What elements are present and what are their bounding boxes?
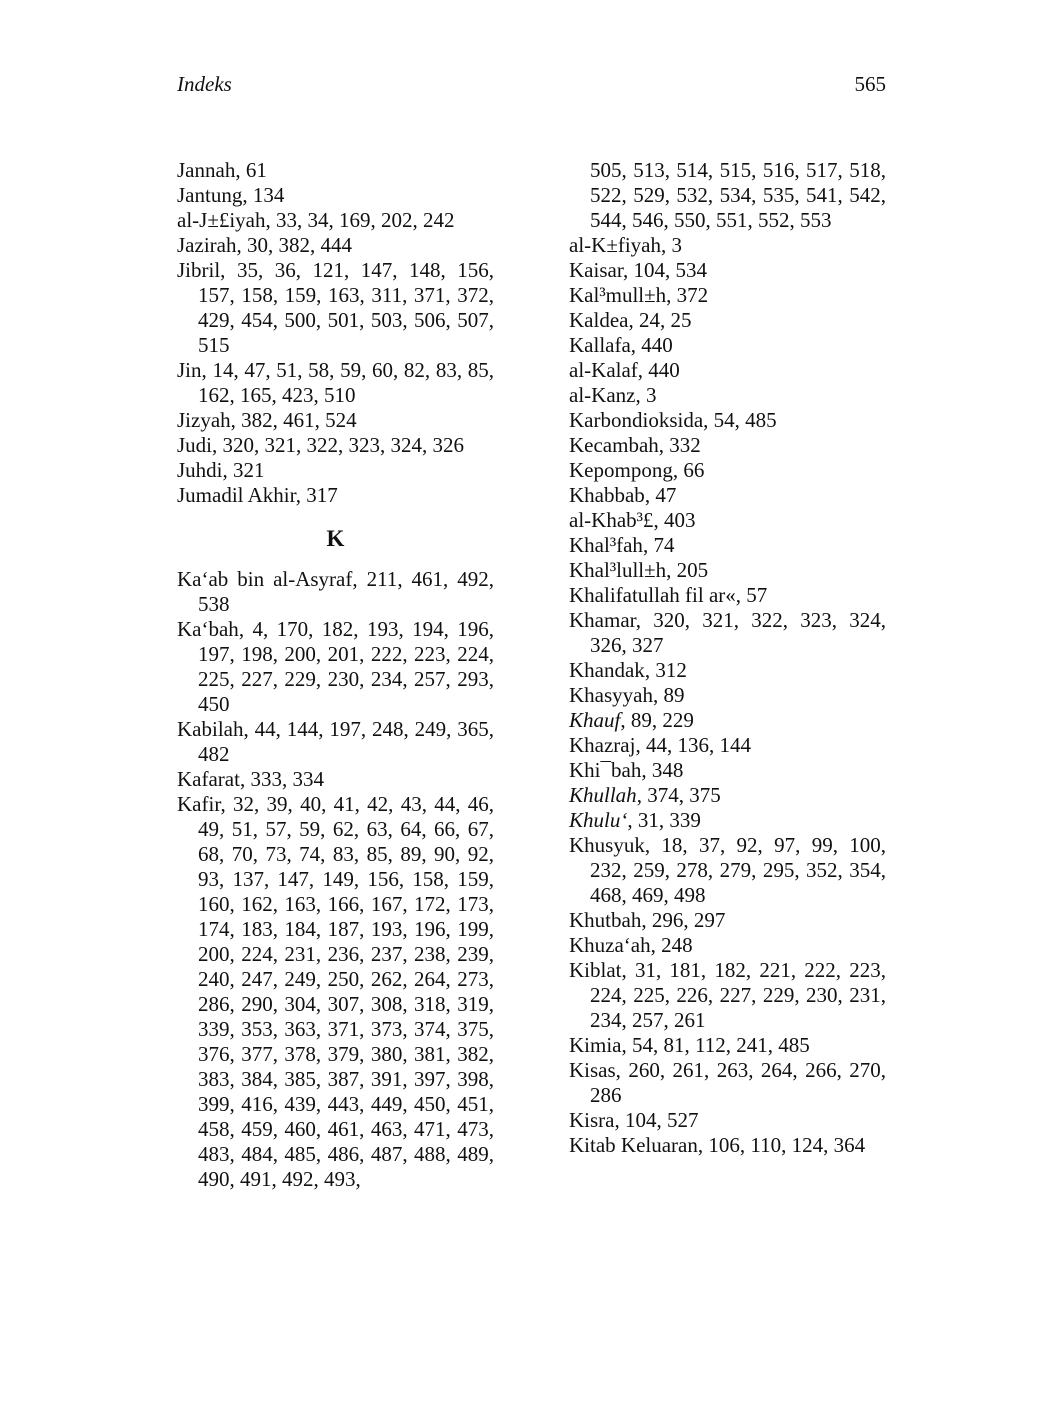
- index-term: Khazraj: [569, 733, 636, 757]
- index-entry: Kal³mull±h, 372: [569, 283, 709, 307]
- index-term: Kaldea: [569, 308, 629, 332]
- index-entry: Khauf, 89, 229: [569, 708, 694, 732]
- index-entry: Kepompong, 66: [569, 458, 705, 482]
- index-term: Kiblat: [569, 958, 622, 982]
- index-term: Kal³mull±h: [569, 283, 667, 307]
- index-term: Kisra: [569, 1108, 615, 1132]
- index-entry: Kaisar, 104, 534: [569, 258, 707, 282]
- index-term: al-Khab³£: [569, 508, 654, 532]
- index-entry: Jannah, 61: [177, 158, 267, 182]
- index-page-refs: 57: [746, 583, 768, 607]
- index-page-refs: 33, 34, 169, 202, 242: [276, 208, 455, 232]
- index-entry: al-K±fiyah, 3: [569, 233, 682, 257]
- index-term: al-J±£iyah: [177, 208, 266, 232]
- index-term: Khuza‘ah: [569, 933, 651, 957]
- index-entry: Khamar, 320, 321, 322, 323, 324, 326, 327: [569, 608, 887, 657]
- index-entry: Jantung, 134: [177, 183, 285, 207]
- index-page-refs: 320, 321, 322, 323, 324, 326, 327: [590, 608, 887, 657]
- index-term: Kabilah: [177, 717, 244, 741]
- index-term: Jumadil Akhir: [177, 483, 296, 507]
- index-entry: Kisas, 260, 261, 263, 264, 266, 270, 286: [569, 1058, 887, 1107]
- running-title: Indeks: [177, 72, 232, 96]
- index-entries-k: [177, 567, 494, 1192]
- index-page-refs: 4, 170, 182, 193, 194, 196, 197, 198, 200, 201, 222, 223, 224, 225, 227, 229, 230, 234, 257, 293, 450: [198, 617, 494, 716]
- index-entry: Ka‘ab bin al-Asyraf, 211, 461, 492, 538: [177, 567, 494, 616]
- index-entry: Kimia, 54, 81, 112, 241, 485: [569, 1033, 810, 1057]
- index-term: Khauf: [569, 708, 621, 732]
- index-page-refs: 348: [651, 758, 684, 782]
- index-page-refs: 296, 297: [651, 908, 726, 932]
- index-term: Kimia: [569, 1033, 622, 1057]
- index-page-refs: 312: [655, 658, 687, 682]
- index-entry: Khabbab, 47: [569, 483, 677, 507]
- index-page-refs: 317: [306, 483, 338, 507]
- index-entry: Khasyyah, 89: [569, 683, 685, 707]
- index-page-refs: 32, 39, 40, 41, 42, 43, 44, 46, 49, 51, 57, 59, 62, 63, 64, 66, 67, 68, 70, 73, 74, 83, 85, 89, 90, 92, 93, 137, 147, 149, 156, 158, 159, 160, 162, 163, 166, 167, 172, 173, 174, 183, 184, 187, 193, 196, 199, 200, 224, 231, 236, 237, 238, 239, 240, 247, 249, 250, 262, 264, 273, 286, 290, 304, 307, 308, 318, 319, 339, 353, 363, 371, 373, 374, 375, 376, 377, 378, 379, 380, 381, 382, 383, 384, 385, 387, 391, 397, 398, 399, 416, 439, 443, 449, 450, 451, 458, 459, 460, 461, 463, 471, 473, 483, 484, 485, 486, 487, 488, 489, 490, 491, 492, 493,: [198, 792, 495, 1191]
- index-term: Jazirah: [177, 233, 237, 257]
- index-term: Kepompong: [569, 458, 673, 482]
- index-entries-j: [177, 158, 494, 508]
- index-term: Jin: [177, 358, 202, 382]
- index-page-refs: 374, 375: [647, 783, 721, 807]
- index-page-refs: 3: [645, 383, 657, 407]
- index-entry: Jumadil Akhir, 317: [177, 483, 338, 507]
- index-term: Khamar: [569, 608, 636, 632]
- index-entry: Kafarat, 333, 334: [177, 767, 324, 791]
- index-page-refs: 382, 461, 524: [241, 408, 357, 432]
- section-letter-heading: K: [326, 526, 345, 551]
- page-number: 565: [854, 72, 886, 96]
- index-term: Khullah: [569, 783, 637, 807]
- index-entry: Khutbah, 296, 297: [569, 908, 726, 932]
- index-term: Jibril: [177, 258, 221, 282]
- index-entry: Judi, 320, 321, 322, 323, 324, 326: [177, 433, 465, 457]
- index-page-refs: 440: [641, 333, 673, 357]
- index-entry: Juhdi, 321: [177, 458, 265, 482]
- index-entry-continuation: 505, 513, 514, 515, 516, 517, 518, 522, 529, 532, 534, 535, 541, 542, 544, 546, 550, 551, 552, 553: [590, 158, 886, 232]
- index-entry: Kisra, 104, 527: [569, 1108, 699, 1132]
- index-term: Kisas: [569, 1058, 616, 1082]
- index-entry: Khandak, 312: [569, 658, 687, 682]
- index-page-refs: 205: [676, 558, 709, 582]
- index-term: Khulu‘: [569, 808, 628, 832]
- index-page-refs: 89: [663, 683, 685, 707]
- index-entry: Khusyuk, 18, 37, 92, 97, 99, 100, 232, 259, 278, 279, 295, 352, 354, 468, 469, 498: [569, 833, 887, 907]
- index-entry: Khullah, 374, 375: [569, 783, 721, 807]
- index-page-refs: 44, 144, 197, 248, 249, 365, 482: [198, 717, 495, 766]
- index-term: al-Kalaf: [569, 358, 638, 382]
- index-entry: al-Kalaf, 440: [569, 358, 680, 382]
- index-term: Khutbah: [569, 908, 642, 932]
- index-term: Kecambah: [569, 433, 659, 457]
- index-entry: Kafir, 32, 39, 40, 41, 42, 43, 44, 46, 49, 51, 57, 59, 62, 63, 64, 66, 67, 68, 70, 73, 74, 83, 85, 89, 90, 92, 93, 137, 147, 149, 156, 158, 159, 160, 162, 163, 166, 167, 172, 173, 174, 183, 184, 187, 193, 196, 199, 200, 224, 231, 236, 237, 238, 239, 240, 247, 249, 250, 262, 264, 273, 286, 290, 304, 307, 308, 318, 319, 339, 353, 363, 371, 373, 374, 375, 376, 377, 378, 379, 380, 381, 382, 383, 384, 385, 387, 391, 397, 398, 399, 416, 439, 443, 449, 450, 451, 458, 459, 460, 461, 463, 471, 473, 483, 484, 485, 486, 487, 488, 489, 490, 491, 492, 493,: [177, 792, 495, 1191]
- index-term: Judi: [177, 433, 213, 457]
- index-term: Jizyah: [177, 408, 231, 432]
- index-entry: Kaldea, 24, 25: [569, 308, 692, 332]
- index-page-refs: 30, 382, 444: [246, 233, 352, 257]
- index-entry: Kecambah, 332: [569, 433, 701, 457]
- index-entry: Jin, 14, 47, 51, 58, 59, 60, 82, 83, 85, 162, 165, 423, 510: [177, 358, 495, 407]
- index-term: Kafarat: [177, 767, 240, 791]
- index-page-refs: 31, 339: [637, 808, 701, 832]
- index-page-refs: 332: [669, 433, 701, 457]
- index-entries-k-continued: [569, 233, 886, 1158]
- index-term: Khandak: [569, 658, 645, 682]
- index-page-refs: 333, 334: [250, 767, 324, 791]
- index-column-right: [569, 158, 886, 1158]
- index-page-refs: 35, 36, 121, 147, 148, 156, 157, 158, 159, 163, 311, 371, 372, 429, 454, 500, 501, 503, 506, 507, 515: [198, 258, 495, 357]
- index-page-refs: 54, 81, 112, 241, 485: [632, 1033, 810, 1057]
- index-page-refs: 372: [676, 283, 709, 307]
- index-page-refs: 440: [648, 358, 680, 382]
- index-page-refs: 106, 110, 124, 364: [708, 1133, 866, 1157]
- index-entry: Kitab Keluaran, 106, 110, 124, 364: [569, 1133, 866, 1157]
- index-entry: Khal³fah, 74: [569, 533, 675, 557]
- index-page-refs: 3: [671, 233, 682, 257]
- index-entry: al-Kanz, 3: [569, 383, 657, 407]
- index-term: Karbondioksida: [569, 408, 704, 432]
- index-page-refs: 403: [663, 508, 696, 532]
- index-entry: al-J±£iyah, 33, 34, 169, 202, 242: [177, 208, 455, 232]
- index-term: Khusyuk: [569, 833, 645, 857]
- index-page-refs: 66: [683, 458, 705, 482]
- index-term: Jantung: [177, 183, 243, 207]
- index-page-refs: 61: [245, 158, 267, 182]
- index-term: Kaisar: [569, 258, 623, 282]
- index-term: Kallafa: [569, 333, 631, 357]
- index-term: al-Kanz: [569, 383, 636, 407]
- index-page-refs: 18, 37, 92, 97, 99, 100, 232, 259, 278, 279, 295, 352, 354, 468, 469, 498: [590, 833, 887, 907]
- index-page-refs: 31, 181, 182, 221, 222, 223, 224, 225, 226, 227, 229, 230, 231, 234, 257, 261: [590, 958, 887, 1032]
- index-term: Khi¯bah: [569, 758, 642, 782]
- index-entry: Kallafa, 440: [569, 333, 673, 357]
- index-page-refs: 134: [252, 183, 285, 207]
- index-column-left: [177, 158, 494, 1192]
- index-page-refs: 24, 25: [638, 308, 692, 332]
- index-entry: Kabilah, 44, 144, 197, 248, 249, 365, 482: [177, 717, 495, 766]
- index-page-refs: 104, 527: [625, 1108, 699, 1132]
- index-term: Khalifatullah fil ar«: [569, 583, 736, 607]
- index-page-refs: 211, 461, 492, 538: [198, 567, 494, 616]
- index-page-refs: 248: [661, 933, 693, 957]
- index-page-refs: 89, 229: [630, 708, 694, 732]
- index-entry: Khuza‘ah, 248: [569, 933, 693, 957]
- index-entry: Jibril, 35, 36, 121, 147, 148, 156, 157, 158, 159, 163, 311, 371, 372, 429, 454, 500, 501, 503, 506, 507, 515: [177, 258, 495, 357]
- index-term: Juhdi: [177, 458, 223, 482]
- index-entry: Jazirah, 30, 382, 444: [177, 233, 352, 257]
- index-term: Jannah: [177, 158, 236, 182]
- index-page-refs: 74: [653, 533, 675, 557]
- index-page-refs: 260, 261, 263, 264, 266, 270, 286: [590, 1058, 887, 1107]
- index-term: Khasyyah: [569, 683, 653, 707]
- index-entry: Ka‘bah, 4, 170, 182, 193, 194, 196, 197, 198, 200, 201, 222, 223, 224, 225, 227, 229, 230, 234, 257, 293, 450: [177, 617, 494, 716]
- index-page-refs: 104, 534: [633, 258, 707, 282]
- index-entry: Kiblat, 31, 181, 182, 221, 222, 223, 224, 225, 226, 227, 229, 230, 231, 234, 257, 261: [569, 958, 887, 1032]
- index-term: al-K±fiyah: [569, 233, 661, 257]
- index-page-refs: 44, 136, 144: [645, 733, 751, 757]
- index-entry: Khi¯bah, 348: [569, 758, 684, 782]
- index-term: Khal³fah: [569, 533, 643, 557]
- index-entry: Karbondioksida, 54, 485: [569, 408, 777, 432]
- index-entry: Jizyah, 382, 461, 524: [177, 408, 357, 432]
- index-page-refs: 320, 321, 322, 323, 324, 326: [222, 433, 465, 457]
- index-entry: Khazraj, 44, 136, 144: [569, 733, 751, 757]
- index-entry: Khal³lull±h, 205: [569, 558, 709, 582]
- index-term: Kitab Keluaran: [569, 1133, 698, 1157]
- index-term: Khal³lull±h: [569, 558, 667, 582]
- index-entry: Khulu‘, 31, 339: [569, 808, 701, 832]
- index-term: Kafir: [177, 792, 221, 816]
- index-term: Ka‘bah: [177, 617, 239, 641]
- index-page-refs: 14, 47, 51, 58, 59, 60, 82, 83, 85, 162, 165, 423, 510: [198, 358, 495, 407]
- index-entry: Khalifatullah fil ar«, 57: [569, 583, 768, 607]
- index-page-refs: 54, 485: [713, 408, 777, 432]
- index-term: Khabbab: [569, 483, 645, 507]
- index-term: Ka‘ab bin al-Asyraf: [177, 567, 353, 591]
- index-page-refs: 321: [233, 458, 265, 482]
- index-page-refs: 47: [655, 483, 677, 507]
- index-entry: al-Khab³£, 403: [569, 508, 696, 532]
